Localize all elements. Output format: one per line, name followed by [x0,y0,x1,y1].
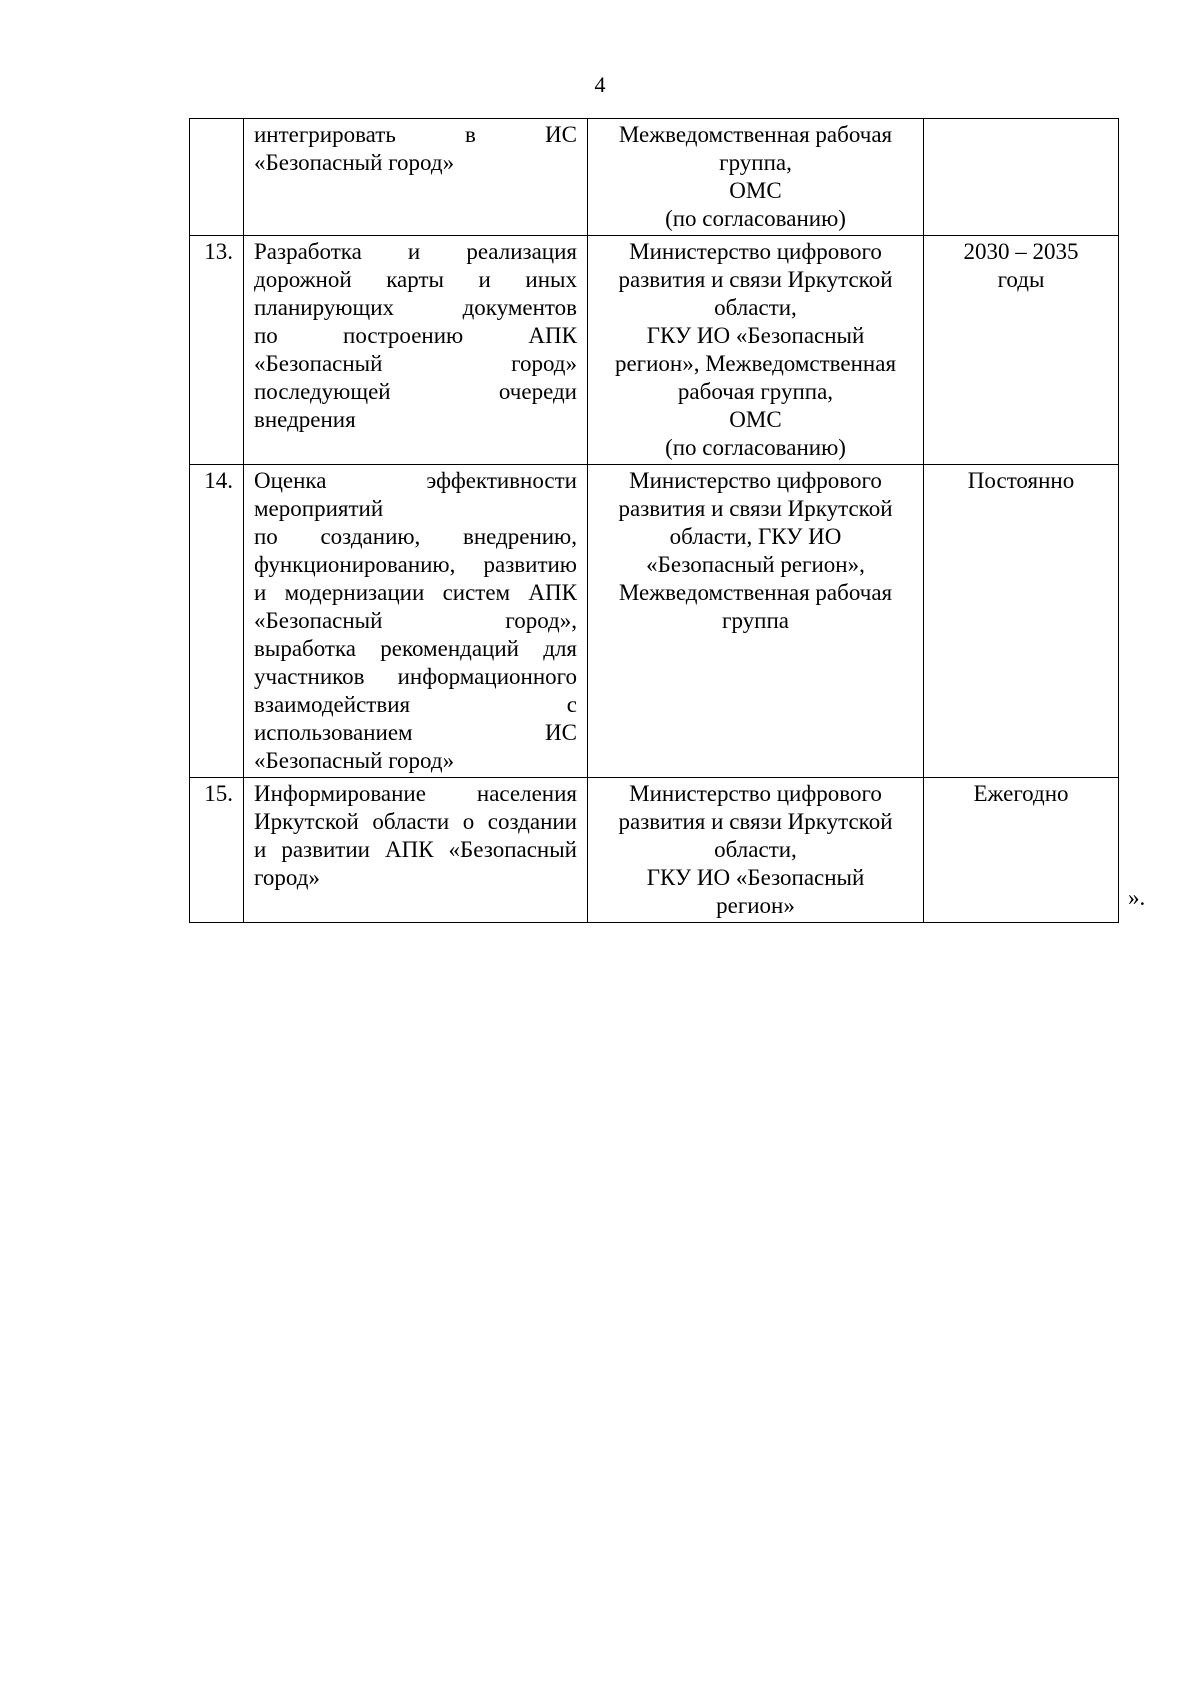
action-line: Иркутской области о создании [254,809,577,834]
executor-cell [588,119,924,236]
action-cell [244,778,588,923]
action-line: и модернизации систем АПК [254,580,577,605]
action-cell [244,236,588,465]
executor-line: ГКУ ИО «Безопасный [646,865,865,890]
row-number: 15. [190,778,244,923]
executor-line: области, ГКУ ИО [669,524,842,549]
table-row [190,236,1119,465]
action-line: дорожной карты и иных [254,267,577,292]
executor-line: развития и связи Иркутской [618,496,893,521]
term-cell: Постоянно [924,465,1119,778]
action-line: мероприятий [254,496,384,521]
executor-line: ГКУ ИО «Безопасный [646,323,865,348]
executor-line: Министерство цифрового [629,781,882,806]
executor-line: Министерство цифрового [629,468,882,493]
executor-line: рабочая группа, [677,379,834,404]
executor-line: (по согласованию) [665,435,846,460]
executor-line: Межведомственная рабочая [618,580,893,605]
action-line: Информирование населения [254,781,577,806]
action-cell [244,465,588,778]
executor-cell [588,236,924,465]
executor-line: области, [714,295,797,320]
table-row [190,778,1119,923]
executor-line: развития и связи Иркутской [618,267,893,292]
action-line: участников информационного [254,664,577,689]
action-line: Оценка эффективности [254,468,577,493]
action-line: «Безопасный город», [254,608,577,633]
row-number: 14. [190,465,244,778]
action-line: последующей очереди [254,379,577,404]
executor-line: ОМС [729,178,782,203]
action-line: интегрировать в ИС [254,122,577,147]
executor-line: (по согласованию) [665,206,846,231]
executor-line: регион» [716,893,795,918]
action-line: «Безопасный город» [254,351,577,376]
action-line: по созданию, внедрению, [254,524,577,549]
action-line: выработка рекомендаций для [254,636,577,661]
executor-line: группа, [719,150,792,175]
action-line: по построению АПК [254,323,577,348]
action-line: «Безопасный город» [254,150,455,175]
action-line: использованием ИС [254,720,577,745]
action-line: «Безопасный город» [254,748,455,773]
term-cell: 2030 – 2035 годы [924,236,1119,465]
action-line: функционированию, развитию [254,552,577,577]
table-row [190,119,1119,236]
activities-table [189,118,1119,923]
table-row [190,465,1119,778]
action-line: и развитии АПК «Безопасный [254,837,577,862]
page-number: 4 [594,72,606,97]
row-number [190,119,244,236]
executor-line: развития и связи Иркутской [618,809,893,834]
action-line: планирующих документов [254,295,577,320]
term-cell: Ежегодно [924,778,1119,923]
executor-cell [588,778,924,923]
executor-line: регион», Межведомственная [614,351,897,376]
action-line: взаимодействия с [254,692,577,717]
executor-cell [588,465,924,778]
executor-line: ОМС [729,407,782,432]
action-line: город» [254,865,320,890]
executor-line: области, [714,837,797,862]
term-cell [924,119,1119,236]
executor-line: «Безопасный регион», [646,552,865,577]
action-cell [244,119,588,236]
action-line: Разработка и реализация [254,239,577,264]
closing-quote: ». [1128,885,1146,910]
executor-line: Министерство цифрового [629,239,882,264]
executor-line: группа [722,608,789,633]
executor-line: Межведомственная рабочая [618,122,893,147]
row-number: 13. [190,236,244,465]
action-line: внедрения [254,407,356,432]
